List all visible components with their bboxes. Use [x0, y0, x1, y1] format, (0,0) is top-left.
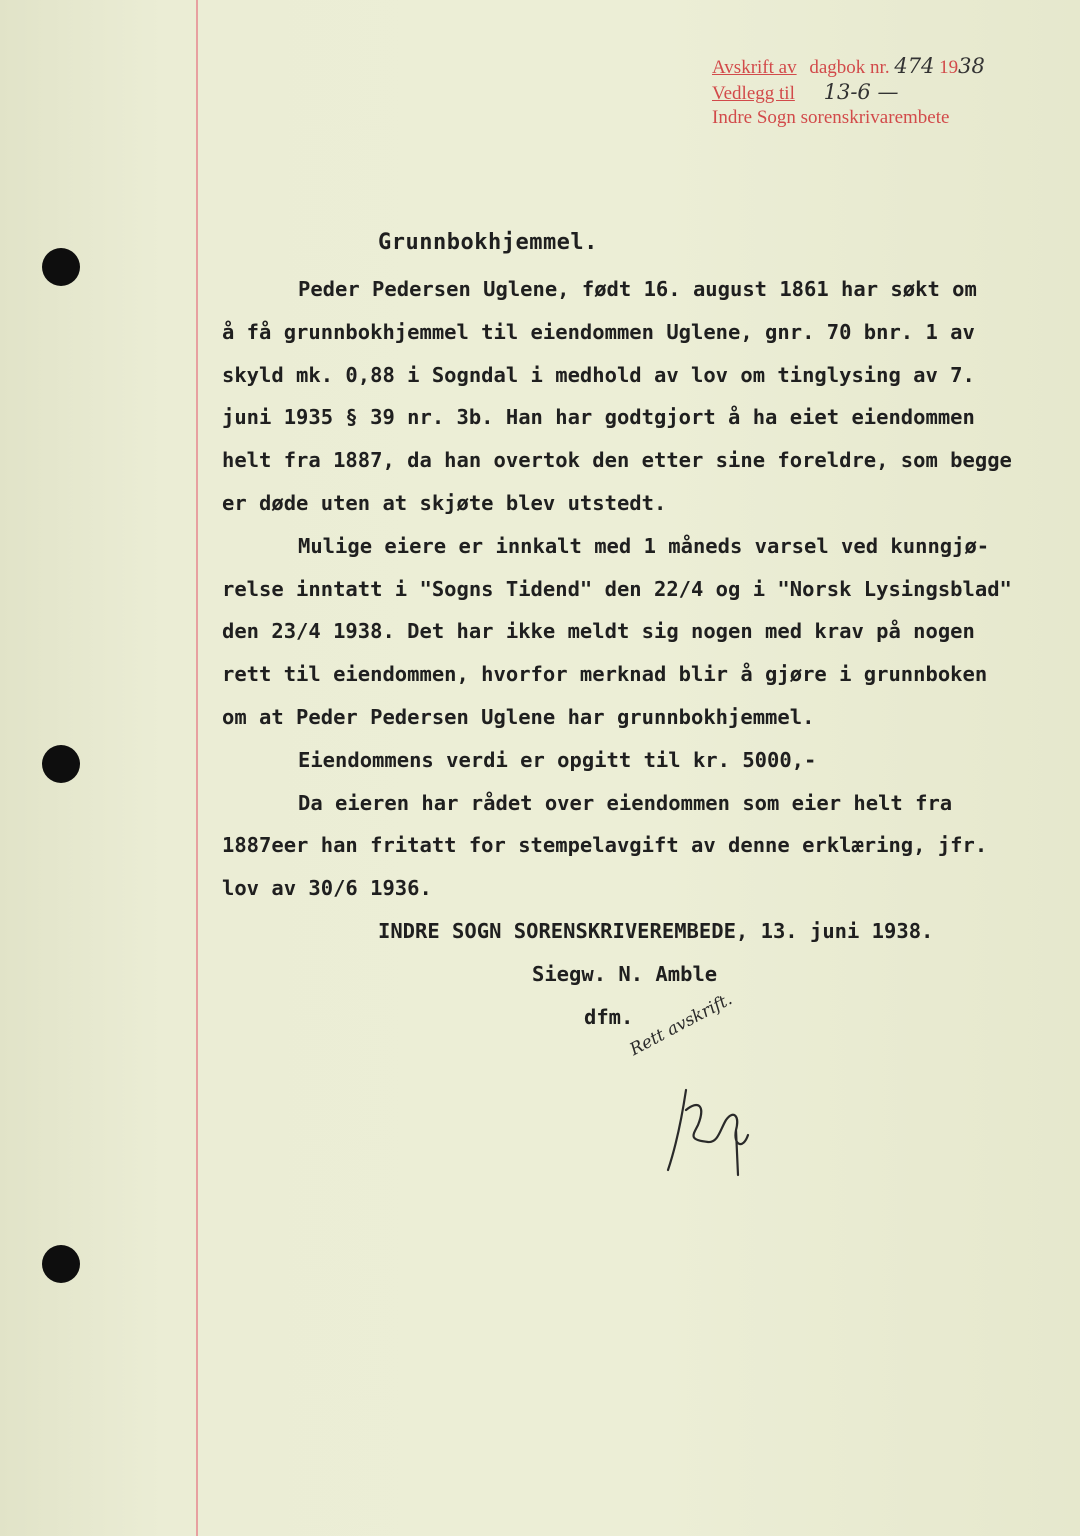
document-body: [222, 268, 1040, 1038]
place-date-line: INDRE SOGN SORENSKRIVEREMBEDE, 13. juni 1938.: [378, 918, 934, 943]
archive-stamp: [712, 54, 985, 130]
body-line: å få grunnbokhjemmel til eiendommen Uglene, gnr. 70 bnr. 1 av: [222, 319, 975, 344]
body-line: helt fra 1887, da han overtok den etter sine foreldre, som begge: [222, 448, 1012, 473]
body-line: relse inntatt i "Sogns Tidend" den 22/4 og i "Norsk Lysingsblad": [222, 576, 1012, 601]
body-line: Peder Pedersen Uglene, født 16. august 1861 har søkt om: [298, 277, 977, 301]
handwritten-initials-icon: [648, 1070, 768, 1180]
stamp-year-suffix: 38: [958, 54, 985, 78]
margin-rule: [196, 0, 198, 1536]
punch-hole-top: [42, 248, 80, 286]
body-line: rett til eiendommen, hvorfor merknad blir å gjøre i grunnboken: [222, 662, 988, 687]
body-line: den 23/4 1938. Det har ikke meldt sig nogen med krav på nogen: [222, 619, 975, 644]
stamp-number: 474: [894, 54, 935, 78]
body-line: om at Peder Pedersen Uglene har grunnbokhjemmel.: [222, 704, 815, 729]
body-line: Eiendommens verdi er opgitt til kr. 5000,-: [298, 747, 817, 772]
signatory-title: dfm.: [584, 1004, 634, 1029]
stamp-vedlegg: Vedlegg til: [712, 83, 795, 104]
signatory-name: Siegw. N. Amble: [532, 961, 718, 986]
stamp-office: Indre Sogn sorenskrivarembete: [712, 107, 950, 128]
body-line: 1887eer han fritatt for stempelavgift av denne erklæring, jfr.: [222, 833, 988, 858]
certification-signature: [626, 989, 749, 1060]
body-line: Da eieren har rådet over eiendommen som eier helt fra: [298, 790, 953, 815]
body-line: er døde uten at skjøte blev utstedt.: [222, 490, 667, 515]
stamp-avskrift: Avskrift av: [712, 57, 797, 78]
body-line: Mulige eiere er innkalt med 1 måneds varsel ved kunngjø-: [298, 533, 990, 558]
stamp-date: 13-6 —: [823, 80, 899, 104]
punch-hole-middle: [42, 745, 80, 783]
body-line: lov av 30/6 1936.: [222, 876, 432, 901]
document-title: Grunnbokhjemmel.: [378, 230, 598, 255]
body-line: juni 1935 § 39 nr. 3b. Han har godtgjort å ha eiet eiendommen: [222, 405, 975, 430]
body-line: skyld mk. 0,88 i Sogndal i medhold av lov om tinglysing av 7.: [222, 362, 975, 387]
stamp-year-prefix: 19: [939, 57, 959, 78]
stamp-dagbok: dagbok nr.: [809, 57, 890, 78]
certification-text: Rett avskrift.: [626, 989, 736, 1060]
punch-hole-bottom: [42, 1245, 80, 1283]
